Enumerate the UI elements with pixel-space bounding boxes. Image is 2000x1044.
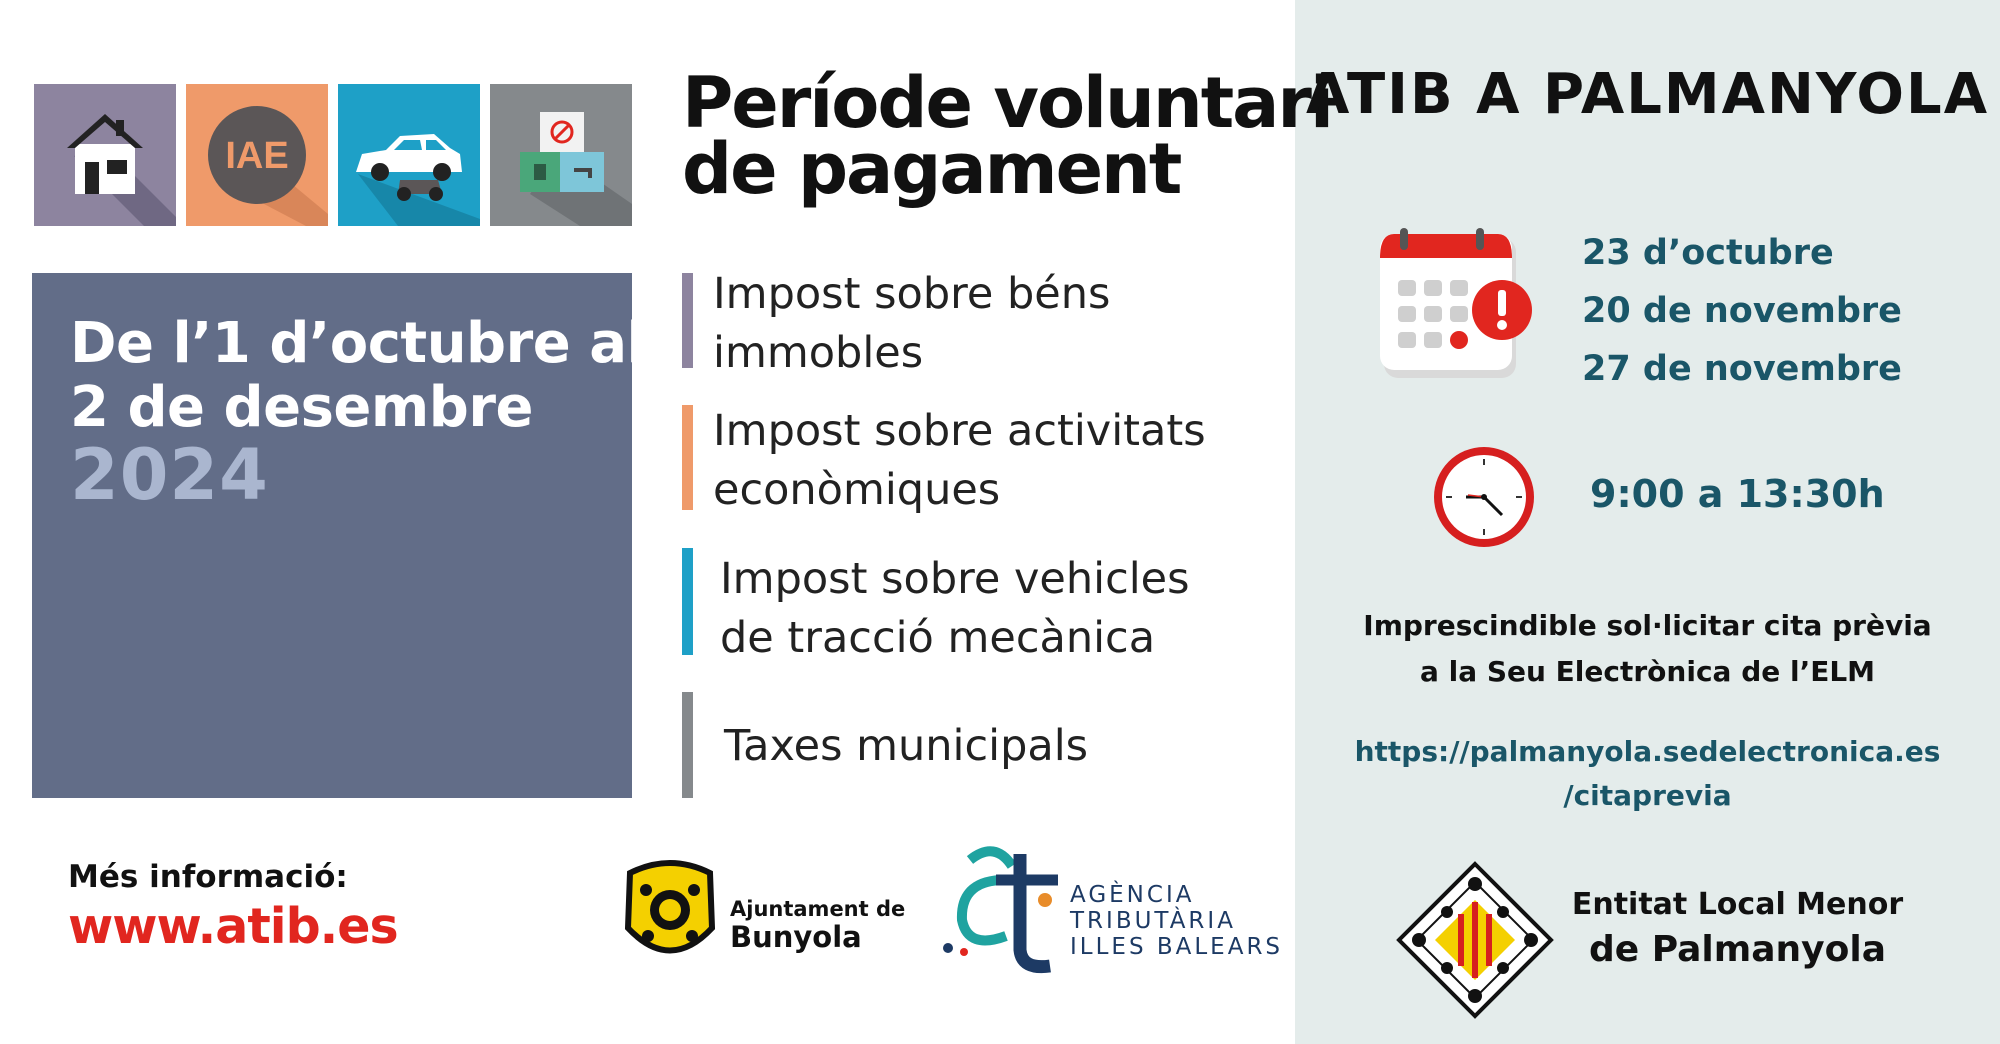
- bunyola-name: [730, 897, 905, 953]
- house-icon: [34, 84, 176, 226]
- date-1: 23 d’octubre: [1582, 233, 1834, 273]
- tax-item-ibi: [713, 265, 1110, 383]
- title-line-1: Període voluntari: [682, 62, 1332, 144]
- tax-item-line: de tracció mecànica: [720, 613, 1156, 663]
- date-2: 20 de novembre: [1582, 291, 1902, 331]
- period-line-2: 2 de desembre: [70, 375, 533, 440]
- tax-item-line: Impost sobre vehicles: [720, 554, 1190, 604]
- more-info-link[interactable]: www.atib.es: [68, 898, 398, 955]
- atib-logo: [940, 840, 1070, 980]
- svg-text:IAE: IAE: [225, 135, 289, 177]
- tax-bar-ivtm: [682, 548, 693, 655]
- more-info-label: Més informació:: [68, 859, 348, 895]
- bunyola-line-2: Bunyola: [730, 920, 862, 954]
- iae-icon: [186, 84, 328, 226]
- period-line-1: De l’1 d’octubre al: [70, 311, 646, 376]
- bunyola-crest-logo: [620, 858, 720, 968]
- tax-item-line: immobles: [713, 328, 924, 378]
- link-line-2[interactable]: /citaprevia: [1563, 779, 1732, 812]
- elm-name: [1545, 885, 1930, 975]
- tax-item-iae: [713, 402, 1206, 520]
- title-line-2: de pagament: [682, 128, 1181, 210]
- period-year: 2024: [70, 434, 269, 516]
- atib-name: [1070, 882, 1283, 960]
- bunyola-line-1: Ajuntament de: [730, 897, 906, 921]
- notice-line-2: a la Seu Electrònica de l’ELM: [1419, 655, 1876, 688]
- vehicles-icon: [338, 84, 480, 226]
- palmanyola-crest-logo: [1395, 860, 1555, 1020]
- appointment-notice: [1295, 603, 2000, 695]
- tax-item-ivtm: [720, 550, 1190, 668]
- tax-bar-iae: [682, 405, 693, 510]
- tax-item-line: Impost sobre activitats: [713, 406, 1206, 456]
- link-line-1[interactable]: https://palmanyola.sedelectronica.es: [1354, 735, 1941, 768]
- page-title: [682, 62, 1332, 210]
- calendar-icon: [1380, 228, 1540, 388]
- atib-line-1: AGÈNCIA: [1070, 882, 1195, 908]
- clock-icon: [1432, 445, 1536, 549]
- tax-item-line: econòmiques: [713, 465, 1001, 515]
- right-title: ATIB A PALMANYOLA: [1305, 62, 1990, 127]
- tax-item-line: Impost sobre béns: [713, 269, 1111, 319]
- opening-hours: 9:00 a 13:30h: [1590, 472, 1885, 516]
- elm-line-1: Entitat Local Menor: [1571, 887, 1904, 922]
- tax-item-taxes: [724, 717, 1088, 776]
- tax-item-line: Taxes municipals: [724, 721, 1089, 771]
- tax-bar-taxes: [682, 692, 693, 798]
- atib-line-2: TRIBUTÀRIA: [1070, 908, 1236, 934]
- date-3: 27 de novembre: [1582, 349, 1902, 389]
- tax-bar-ibi: [682, 273, 693, 368]
- notice-line-1: Imprescindible sol·licitar cita prèvia: [1363, 609, 1932, 642]
- waste-water-icon: [490, 84, 632, 226]
- period-dates: [70, 312, 645, 440]
- elm-line-2: de Palmanyola: [1588, 929, 1887, 970]
- appointment-link[interactable]: [1295, 730, 2000, 818]
- atib-line-3: ILLES BALEARS: [1070, 934, 1284, 960]
